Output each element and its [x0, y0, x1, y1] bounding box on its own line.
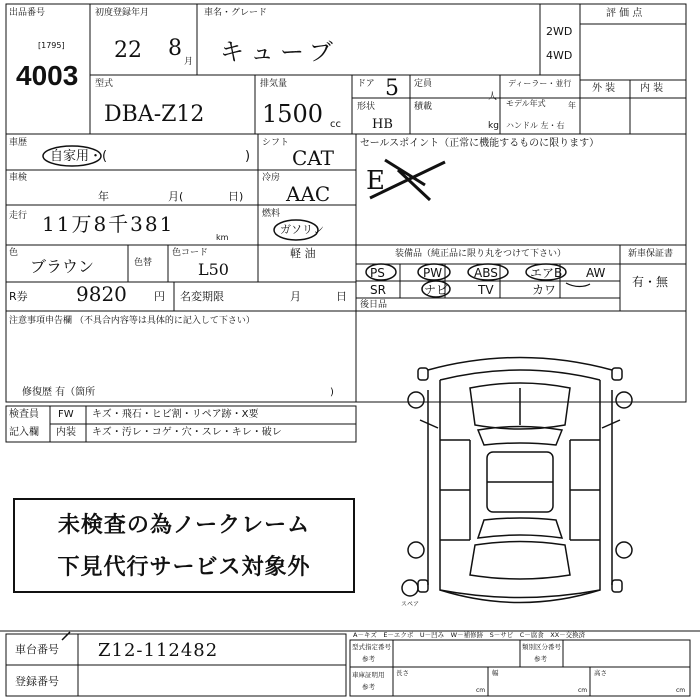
inspection-year: 年	[98, 190, 109, 203]
color-value: ブラウン	[30, 257, 95, 276]
spare-label: スペア	[401, 601, 420, 608]
height-cm: cm	[676, 687, 686, 694]
reference-label-1: 参考	[362, 655, 375, 663]
drive-2wd: 2WD	[546, 25, 573, 38]
handle-label: ハンドル 左・右	[506, 121, 565, 130]
fuel-diesel: 軽 油	[290, 247, 316, 260]
displacement-unit: cc	[330, 119, 341, 130]
inspector-label-1: 検査員	[9, 409, 39, 420]
repair-close: )	[330, 387, 334, 398]
model-year-label: モデル年式	[506, 99, 546, 108]
equip-pw: PW	[423, 266, 443, 280]
load-label: 積載	[414, 102, 433, 112]
category-number-label: 類別区分番号	[522, 643, 561, 651]
fw-label: FW	[58, 409, 74, 420]
lot-number: 4003	[16, 60, 79, 91]
color-change-label: 色替	[134, 258, 153, 268]
model-designation-label: 型式指定番号	[352, 643, 391, 651]
equip-airbag: エアB	[530, 266, 563, 280]
notice-line-1: 未検査の為ノークレーム	[57, 512, 311, 537]
lot-small: [1795]	[38, 41, 65, 50]
equip-aw: AW	[586, 266, 606, 280]
recycle-unit: 円	[154, 290, 165, 303]
inspection-month: 月(	[168, 190, 184, 203]
recycle-label: R券	[9, 290, 28, 303]
color-code-value: L50	[198, 260, 229, 279]
name-change-label: 名変期限	[180, 290, 224, 303]
lot-label: 出品番号	[9, 8, 46, 18]
inspection-day: 日)	[228, 190, 244, 203]
recycle-value: 9820	[76, 282, 127, 306]
displacement-label: 排気量	[260, 79, 288, 89]
dealer-label: ディーラー・並行	[508, 79, 572, 88]
equip-abs: ABS	[474, 266, 498, 280]
later-items-label: 後日品	[360, 300, 388, 310]
equip-tv: TV	[478, 283, 494, 297]
first-reg-label: 初度登録年月	[95, 8, 150, 18]
interior-label: 内 装	[640, 83, 664, 94]
length-cm: cm	[476, 687, 486, 694]
sales-point-label: セールスポイント（正常に機能するものに限ります）	[360, 138, 600, 149]
history-value: 自家用・(	[50, 149, 108, 164]
name-change-month: 月	[290, 290, 301, 303]
shape-label: 形状	[357, 102, 376, 112]
mileage-unit: km	[216, 233, 229, 242]
carname-value: キューブ	[220, 38, 339, 66]
model-year-unit: 年	[568, 101, 576, 110]
mileage-value: 11万8千381	[42, 212, 175, 236]
garage-cert-label: 車庫証明用	[352, 671, 385, 679]
first-reg-year: 22	[114, 38, 142, 63]
warranty-value: 有・無	[632, 275, 669, 289]
fuel-label: 燃料	[262, 209, 281, 219]
mileage-label: 走行	[9, 211, 28, 221]
shift-label: シフト	[262, 138, 290, 148]
notice-line-2: 下見代行サービス対象外	[57, 554, 311, 579]
chassis-label: 車台番号	[15, 643, 59, 656]
warranty-label: 新車保証書	[628, 249, 674, 259]
no-claim-notice	[13, 498, 355, 593]
registration-label: 登録番号	[15, 675, 59, 688]
reference-label-3: 参考	[362, 683, 375, 691]
color-label: 色	[9, 248, 19, 258]
aircon-value: AAC	[286, 182, 331, 206]
first-reg-unit: 月	[184, 57, 194, 67]
name-change-day: 日	[336, 290, 347, 303]
equip-ps: PS	[370, 266, 385, 280]
history-close: )	[245, 149, 251, 164]
chassis-value: Z12-112482	[98, 640, 219, 661]
damage-legend: A－キズ E－エクボ U－凹み W－補修跡 S－サビ C－腐食 XX－交換済	[353, 631, 586, 639]
equip-navi: ナビ	[424, 283, 449, 297]
fw-text: キズ・飛石・ヒビ割・リペア跡・X要	[92, 409, 259, 420]
equip-leather: カワ	[532, 283, 557, 297]
carname-label: 車名・グレード	[204, 8, 268, 18]
shift-value: CAT	[292, 146, 334, 170]
car-damage-diagram	[402, 358, 632, 603]
first-reg-month: 8	[168, 36, 182, 61]
repair-label: 修復歴 有（箇所	[22, 387, 96, 398]
width-cm: cm	[578, 687, 588, 694]
color-code-label: 色コード	[172, 248, 209, 258]
int-text: キズ・汚レ・コゲ・穴・スレ・キレ・破レ	[92, 427, 282, 438]
length-label: 長さ	[396, 669, 409, 677]
equipment-label: 装備品（純正品に限り丸をつけて下さい）	[395, 249, 567, 259]
model-label: 型式	[95, 79, 114, 89]
spare-tire-icon	[402, 580, 418, 596]
capacity-unit: 人	[488, 92, 498, 102]
main-frame	[6, 4, 686, 402]
drive-4wd: 4WD	[546, 49, 573, 62]
fuel-gasoline: ガソリン	[280, 223, 324, 236]
reference-label-2: 参考	[534, 655, 547, 663]
exterior-label: 外 装	[592, 83, 616, 94]
equip-sr: SR	[370, 283, 386, 297]
height-label: 高さ	[594, 669, 607, 677]
notes-label: 注意事項申告欄 （不具合内容等は具体的に記入して下さい）	[9, 316, 255, 326]
int-label: 内装	[56, 427, 76, 438]
sales-point-value: E	[366, 166, 385, 196]
width-label: 幅	[492, 669, 499, 677]
evaluation-label: 評 価 点	[606, 8, 643, 19]
aircon-label: 冷房	[262, 173, 281, 183]
shape-value: HB	[372, 117, 393, 132]
doors-label: ドア	[357, 79, 375, 89]
inspector-label-2: 記入欄	[9, 427, 39, 438]
displacement-value: 1500	[262, 100, 324, 128]
load-unit: kg	[488, 121, 499, 131]
history-label: 車歴	[9, 138, 28, 148]
capacity-label: 定員	[414, 79, 433, 89]
doors-value: 5	[385, 76, 399, 101]
model-value: DBA-Z12	[104, 102, 205, 127]
inspection-label: 車検	[9, 173, 28, 183]
